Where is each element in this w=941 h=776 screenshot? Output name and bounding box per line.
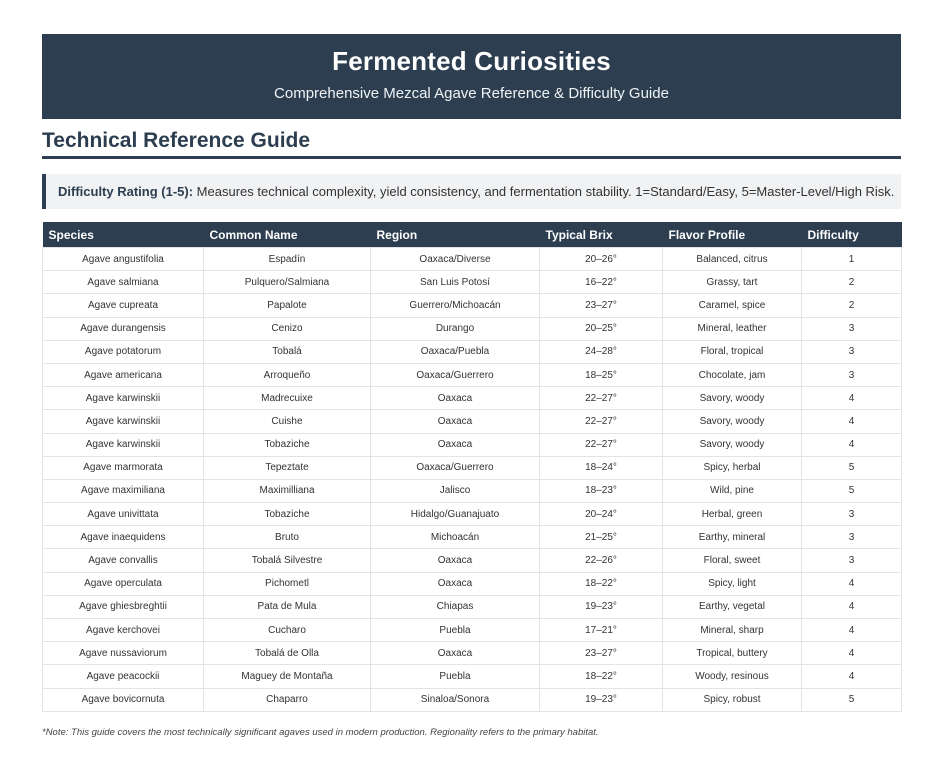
column-header-difficulty: Difficulty — [802, 222, 902, 248]
cell-region: Guerrero/Michoacán — [371, 294, 540, 317]
cell-common-name: Chaparro — [204, 688, 371, 711]
cell-typical-brix: 21–25° — [540, 526, 663, 549]
cell-species: Agave kerchovei — [43, 619, 204, 642]
cell-region: Jalisco — [371, 479, 540, 502]
cell-region: Oaxaca — [371, 642, 540, 665]
table-row — [43, 619, 902, 642]
cell-flavor-profile: Savory, woody — [663, 410, 802, 433]
cell-flavor-profile: Caramel, spice — [663, 294, 802, 317]
cell-typical-brix: 22–26° — [540, 549, 663, 572]
table-row — [43, 503, 902, 526]
cell-typical-brix: 19–23° — [540, 595, 663, 618]
cell-flavor-profile: Balanced, citrus — [663, 248, 802, 271]
cell-common-name: Pichometl — [204, 572, 371, 595]
cell-difficulty: 3 — [802, 503, 902, 526]
table-row — [43, 642, 902, 665]
cell-typical-brix: 18–22° — [540, 665, 663, 688]
cell-difficulty: 5 — [802, 456, 902, 479]
table-row — [43, 248, 902, 271]
column-header-typical-brix: Typical Brix — [540, 222, 663, 248]
section-title: Technical Reference Guide — [42, 128, 901, 159]
cell-flavor-profile: Floral, sweet — [663, 549, 802, 572]
table-row — [43, 688, 902, 711]
cell-region: Oaxaca/Diverse — [371, 248, 540, 271]
cell-flavor-profile: Mineral, leather — [663, 317, 802, 340]
cell-region: Puebla — [371, 619, 540, 642]
cell-difficulty: 4 — [802, 433, 902, 456]
cell-region: Oaxaca/Puebla — [371, 340, 540, 363]
cell-common-name: Tepeztate — [204, 456, 371, 479]
agave-reference-table — [42, 222, 902, 712]
cell-region: Oaxaca/Guerrero — [371, 456, 540, 479]
column-header-species: Species — [43, 222, 204, 248]
cell-common-name: Tobaziche — [204, 433, 371, 456]
cell-difficulty: 3 — [802, 317, 902, 340]
cell-flavor-profile: Spicy, herbal — [663, 456, 802, 479]
cell-common-name: Madrecuixe — [204, 387, 371, 410]
cell-species: Agave maximiliana — [43, 479, 204, 502]
cell-difficulty: 5 — [802, 688, 902, 711]
cell-typical-brix: 19–23° — [540, 688, 663, 711]
cell-species: Agave potatorum — [43, 340, 204, 363]
cell-region: San Luis Potosí — [371, 271, 540, 294]
cell-difficulty: 1 — [802, 248, 902, 271]
cell-flavor-profile: Spicy, light — [663, 572, 802, 595]
cell-species: Agave karwinskii — [43, 410, 204, 433]
table-body — [43, 248, 902, 712]
cell-region: Oaxaca — [371, 410, 540, 433]
cell-typical-brix: 23–27° — [540, 294, 663, 317]
cell-species: Agave durangensis — [43, 317, 204, 340]
table-row — [43, 363, 902, 386]
table-row — [43, 526, 902, 549]
cell-species: Agave convallis — [43, 549, 204, 572]
cell-species: Agave univittata — [43, 503, 204, 526]
table-row — [43, 456, 902, 479]
column-header-common-name: Common Name — [204, 222, 371, 248]
cell-common-name: Pulquero/Salmiana — [204, 271, 371, 294]
cell-species: Agave peacockii — [43, 665, 204, 688]
cell-region: Oaxaca — [371, 387, 540, 410]
cell-typical-brix: 18–23° — [540, 479, 663, 502]
cell-species: Agave salmiana — [43, 271, 204, 294]
cell-common-name: Tobaziche — [204, 503, 371, 526]
cell-difficulty: 4 — [802, 572, 902, 595]
difficulty-note-label: Difficulty Rating (1-5): — [58, 184, 194, 199]
cell-flavor-profile: Savory, woody — [663, 387, 802, 410]
cell-common-name: Tobalá de Olla — [204, 642, 371, 665]
cell-difficulty: 3 — [802, 340, 902, 363]
cell-species: Agave karwinskii — [43, 433, 204, 456]
cell-typical-brix: 20–26° — [540, 248, 663, 271]
cell-flavor-profile: Earthy, mineral — [663, 526, 802, 549]
table-row — [43, 665, 902, 688]
cell-region: Chiapas — [371, 595, 540, 618]
table-row — [43, 572, 902, 595]
difficulty-note-text: Measures technical complexity, yield consistency, and fermentation stability. 1=Standard/Easy, 5=Master-Level/High Risk. — [193, 184, 895, 199]
cell-difficulty: 4 — [802, 595, 902, 618]
cell-common-name: Maguey de Montaña — [204, 665, 371, 688]
cell-flavor-profile: Earthy, vegetal — [663, 595, 802, 618]
cell-typical-brix: 18–22° — [540, 572, 663, 595]
cell-difficulty: 4 — [802, 619, 902, 642]
cell-flavor-profile: Woody, resinous — [663, 665, 802, 688]
cell-region: Durango — [371, 317, 540, 340]
table-row — [43, 387, 902, 410]
cell-flavor-profile: Grassy, tart — [663, 271, 802, 294]
cell-species: Agave karwinskii — [43, 387, 204, 410]
cell-common-name: Cucharo — [204, 619, 371, 642]
cell-flavor-profile: Herbal, green — [663, 503, 802, 526]
cell-flavor-profile: Chocolate, jam — [663, 363, 802, 386]
cell-typical-brix: 24–28° — [540, 340, 663, 363]
table-row — [43, 271, 902, 294]
cell-difficulty: 4 — [802, 410, 902, 433]
cell-common-name: Tobalá Silvestre — [204, 549, 371, 572]
cell-species: Agave nussaviorum — [43, 642, 204, 665]
cell-difficulty: 2 — [802, 271, 902, 294]
cell-flavor-profile: Floral, tropical — [663, 340, 802, 363]
cell-species: Agave cupreata — [43, 294, 204, 317]
cell-difficulty: 3 — [802, 363, 902, 386]
cell-difficulty: 5 — [802, 479, 902, 502]
table-row — [43, 410, 902, 433]
footnote: *Note: This guide covers the most technically significant agaves used in modern production. Regionality refers to the primary habitat. — [42, 727, 599, 738]
cell-typical-brix: 20–24° — [540, 503, 663, 526]
cell-species: Agave americana — [43, 363, 204, 386]
cell-typical-brix: 18–25° — [540, 363, 663, 386]
column-header-region: Region — [371, 222, 540, 248]
cell-species: Agave marmorata — [43, 456, 204, 479]
table-row — [43, 549, 902, 572]
cell-difficulty: 4 — [802, 642, 902, 665]
cell-common-name: Maximilliana — [204, 479, 371, 502]
table-row — [43, 479, 902, 502]
cell-flavor-profile: Tropical, buttery — [663, 642, 802, 665]
cell-region: Sinaloa/Sonora — [371, 688, 540, 711]
cell-difficulty: 2 — [802, 294, 902, 317]
cell-common-name: Cenizo — [204, 317, 371, 340]
cell-typical-brix: 18–24° — [540, 456, 663, 479]
cell-region: Oaxaca — [371, 572, 540, 595]
cell-common-name: Tobalá — [204, 340, 371, 363]
cell-typical-brix: 20–25° — [540, 317, 663, 340]
table-row — [43, 317, 902, 340]
cell-typical-brix: 16–22° — [540, 271, 663, 294]
cell-species: Agave operculata — [43, 572, 204, 595]
column-header-flavor-profile: Flavor Profile — [663, 222, 802, 248]
cell-common-name: Papalote — [204, 294, 371, 317]
cell-flavor-profile: Spicy, robust — [663, 688, 802, 711]
header-banner — [42, 34, 901, 119]
page-subtitle: Comprehensive Mezcal Agave Reference & Difficulty Guide — [274, 85, 669, 102]
table-row — [43, 433, 902, 456]
cell-flavor-profile: Wild, pine — [663, 479, 802, 502]
cell-difficulty: 3 — [802, 549, 902, 572]
table-row — [43, 340, 902, 363]
cell-flavor-profile: Mineral, sharp — [663, 619, 802, 642]
table-header-row — [43, 222, 902, 248]
cell-common-name: Espadín — [204, 248, 371, 271]
cell-common-name: Pata de Mula — [204, 595, 371, 618]
cell-typical-brix: 22–27° — [540, 387, 663, 410]
cell-region: Puebla — [371, 665, 540, 688]
cell-difficulty: 3 — [802, 526, 902, 549]
cell-region: Hidalgo/Guanajuato — [371, 503, 540, 526]
cell-region: Oaxaca/Guerrero — [371, 363, 540, 386]
cell-common-name: Cuishe — [204, 410, 371, 433]
cell-region: Michoacán — [371, 526, 540, 549]
cell-region: Oaxaca — [371, 433, 540, 456]
table-row — [43, 595, 902, 618]
cell-typical-brix: 17–21° — [540, 619, 663, 642]
cell-difficulty: 4 — [802, 387, 902, 410]
table-row — [43, 294, 902, 317]
cell-species: Agave bovicornuta — [43, 688, 204, 711]
cell-typical-brix: 23–27° — [540, 642, 663, 665]
cell-flavor-profile: Savory, woody — [663, 433, 802, 456]
cell-species: Agave angustifolia — [43, 248, 204, 271]
cell-region: Oaxaca — [371, 549, 540, 572]
cell-typical-brix: 22–27° — [540, 433, 663, 456]
cell-common-name: Bruto — [204, 526, 371, 549]
cell-difficulty: 4 — [802, 665, 902, 688]
page-title: Fermented Curiosities — [332, 46, 611, 76]
cell-species: Agave ghiesbreghtii — [43, 595, 204, 618]
cell-common-name: Arroqueño — [204, 363, 371, 386]
cell-species: Agave inaequidens — [43, 526, 204, 549]
difficulty-note — [42, 174, 901, 209]
cell-typical-brix: 22–27° — [540, 410, 663, 433]
